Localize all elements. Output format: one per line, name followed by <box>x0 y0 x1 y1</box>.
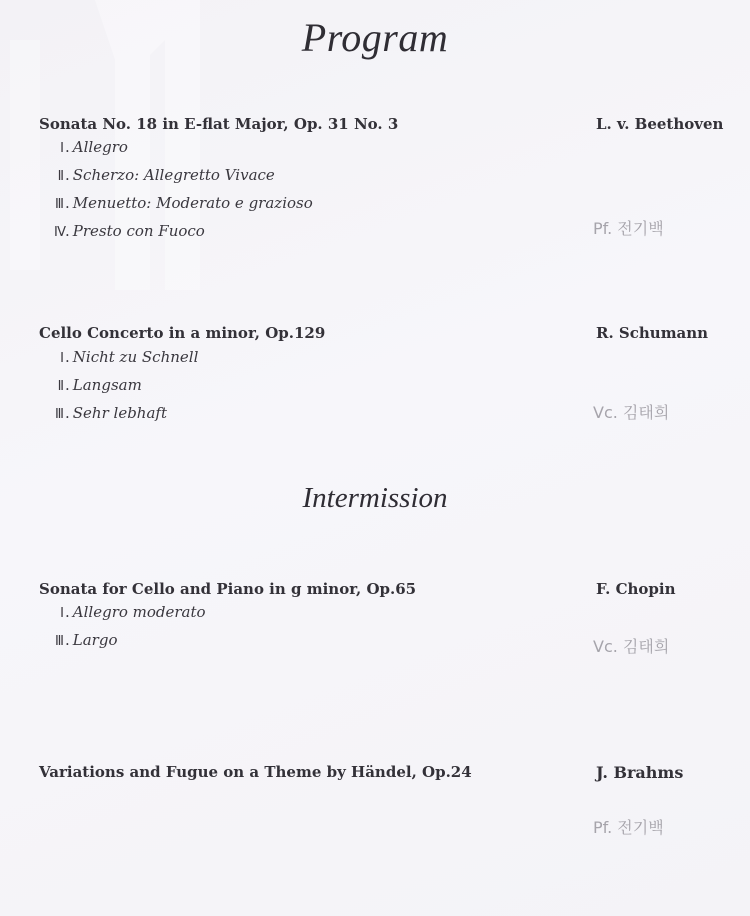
piece-2-performer: Vc. 김태희 <box>593 403 670 422</box>
piece-2-movement-3: Ⅲ. Sehr lebhaft <box>55 404 167 422</box>
piece-3-movement-1: Ⅰ. Allegro moderato <box>54 603 206 621</box>
movement-name: Menuetto: Moderato e grazioso <box>72 194 313 212</box>
movement-name: Sehr lebhaft <box>72 404 167 422</box>
piece-1-movement-1: Ⅰ. Allegro <box>54 138 128 156</box>
movement-numeral: Ⅰ <box>60 606 64 621</box>
movement-name: Langsam <box>72 376 142 394</box>
piece-4-title: Variations and Fugue on a Theme by Händel, Op.24 <box>39 763 472 781</box>
movement-name: Nicht zu Schnell <box>72 348 199 366</box>
movement-numeral: Ⅲ <box>55 197 64 212</box>
movement-numeral: Ⅱ <box>57 169 64 184</box>
movement-numeral: Ⅲ <box>55 407 64 422</box>
piece-1-title: Sonata No. 18 in E-flat Major, Op. 31 No. 3 <box>39 115 399 133</box>
movement-numeral: Ⅱ <box>57 379 64 394</box>
movement-name: Allegro moderato <box>72 603 206 621</box>
piece-2-composer: R. Schumann <box>596 324 709 342</box>
movement-numeral: Ⅰ <box>60 351 64 366</box>
piece-4-performer: Pf. 전기백 <box>593 818 664 837</box>
movement-name: Allegro <box>72 138 128 156</box>
movement-numeral: Ⅳ <box>54 225 66 240</box>
piece-3-composer: F. Chopin <box>596 580 676 598</box>
piece-1-composer: L. v. Beethoven <box>596 115 724 133</box>
piece-3-performer: Vc. 김태희 <box>593 637 670 656</box>
piece-2-title: Cello Concerto in a minor, Op.129 <box>39 324 326 342</box>
movement-numeral: Ⅰ <box>60 141 64 156</box>
movement-numeral: Ⅲ <box>55 634 64 649</box>
movement-name: Scherzo: Allegretto Vivace <box>72 166 275 184</box>
piece-3-movement-2: Ⅲ. Largo <box>55 631 118 649</box>
movement-name: Largo <box>72 631 118 649</box>
piece-1-movement-2: Ⅱ. Scherzo: Allegretto Vivace <box>54 166 275 184</box>
program-title: Program <box>301 15 449 60</box>
piece-1-performer: Pf. 전기백 <box>593 219 664 238</box>
piece-2-movement-1: Ⅰ. Nicht zu Schnell <box>54 348 198 366</box>
piece-1-movement-4: Ⅳ. Presto con Fuoco <box>54 222 205 240</box>
piece-1-movement-3: Ⅲ. Menuetto: Moderato e grazioso <box>55 194 313 212</box>
intermission-title: Intermission <box>302 482 448 514</box>
piece-3-title: Sonata for Cello and Piano in g minor, Op.65 <box>39 580 417 598</box>
piece-2-movement-2: Ⅱ. Langsam <box>54 376 142 394</box>
piece-4-composer: J. Brahms <box>596 763 684 782</box>
movement-name: Presto con Fuoco <box>72 222 205 240</box>
